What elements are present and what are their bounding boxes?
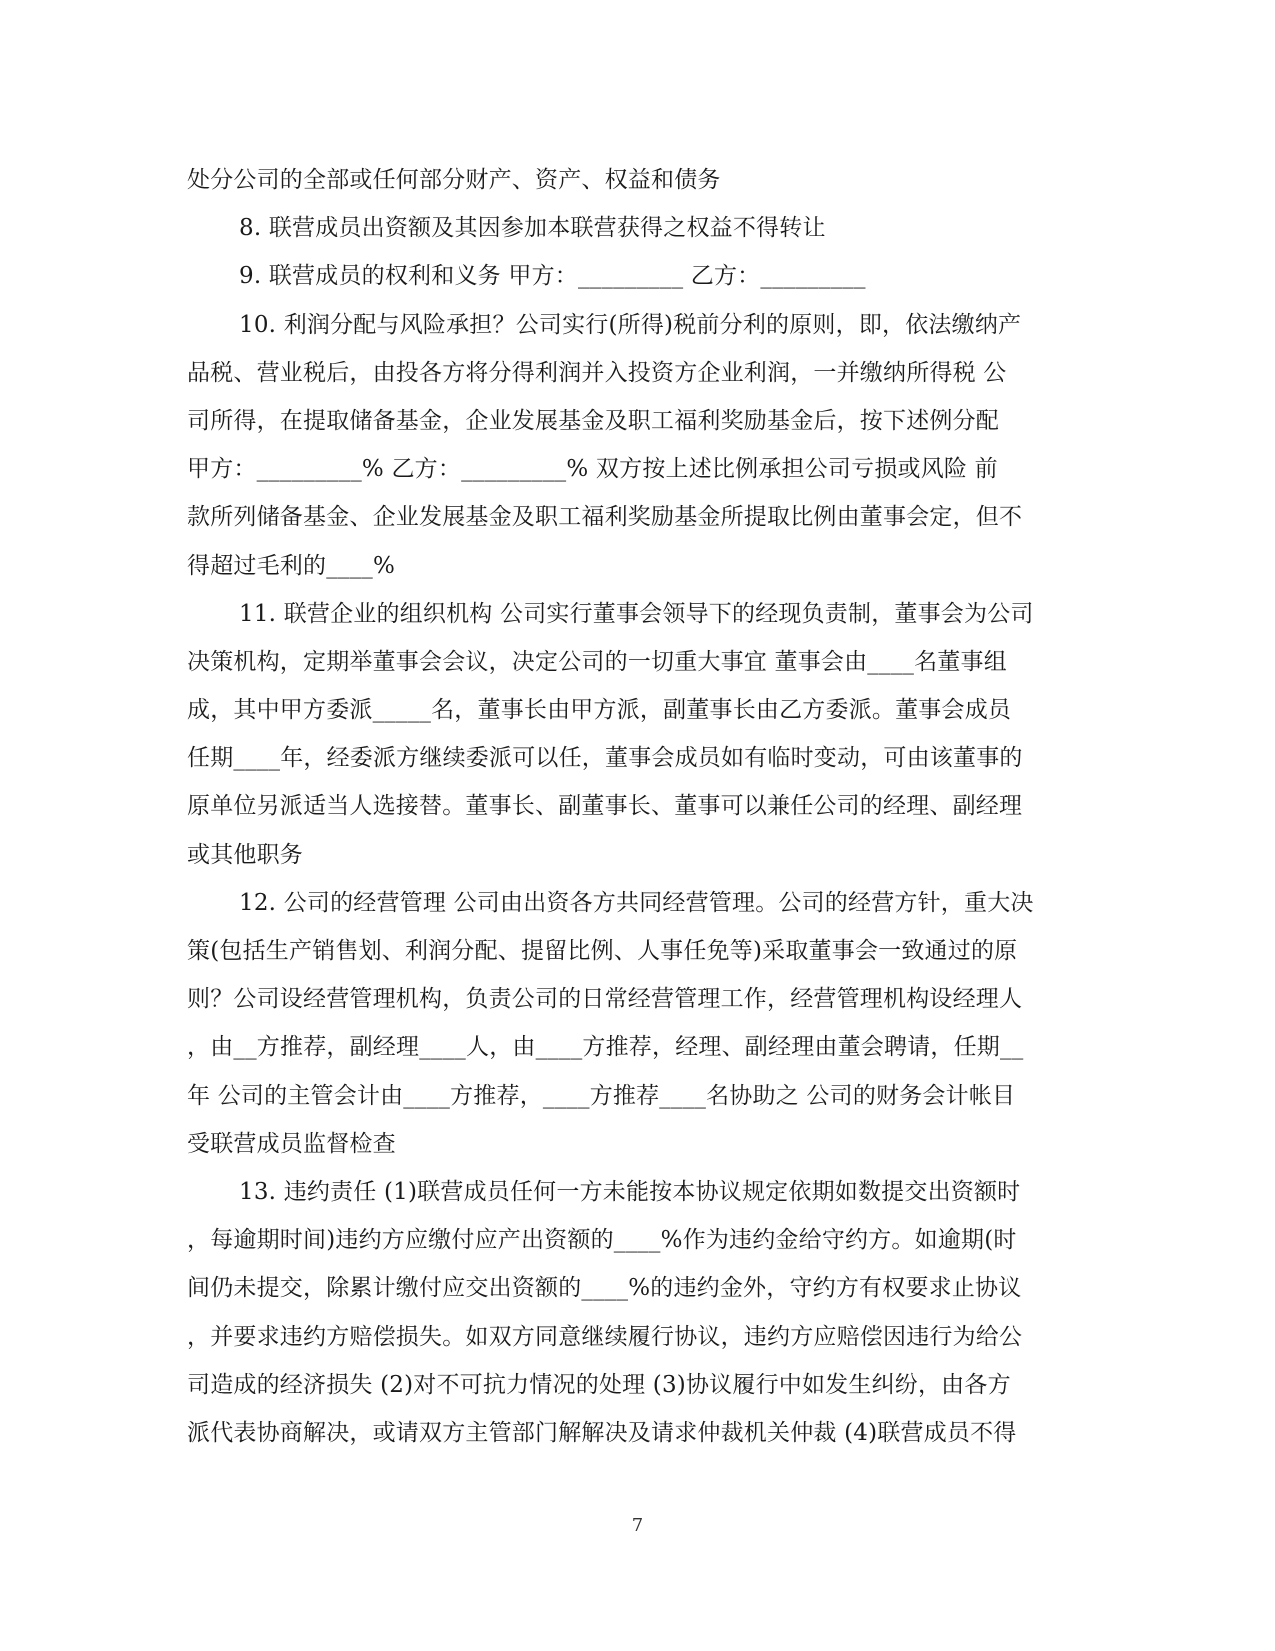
text-line: 则？公司设经营管理机构，负责公司的日常经营管理工作，经营管理机构设经理人 [187,986,1023,1013]
text-line: 处分公司的全部或任何部分财产、资产、权益和债务 [187,167,721,193]
text-line: 12. 公司的经营管理 公司由出资各方共同经营管理。公司的经营方针，重大决 [239,889,1034,916]
text-line: 派代表协商解决，或请双方主管部门解解决及请求仲裁机关仲裁 (4)联营成员不得 [187,1419,1017,1446]
text-line: 11. 联营企业的组织机构 公司实行董事会领导下的经现负责制，董事会为公司 [239,600,1034,627]
document-body [187,156,1085,1457]
text-line: 款所列储备基金、企业发展基金及职工福利奖励基金所提取比例由董事会定，但不 [187,504,1023,531]
text-line: ，每逾期时间)违约方应缴付应产出资额的____%作为违约金给守约方。如逾期(时 [187,1227,1017,1254]
text-line: 成，其中甲方委派_____名，董事长由甲方派，副董事长由乙方委派。董事会成员 [187,697,1012,724]
page-number: 7 [631,1515,644,1536]
text-line: 原单位另派适当人选接替。董事长、副董事长、董事可以兼任公司的经理、副经理 [187,793,1023,820]
text-line: 决策机构，定期举董事会会议，决定公司的一切重大事宜 董事会由____名董事组 [187,648,1007,675]
text-line: ，并要求违约方赔偿损失。如双方同意继续履行协议，违约方应赔偿因违行为给公 [187,1323,1023,1350]
text-line: 受联营成员监督检查 [187,1130,396,1157]
text-line: ，由__方推荐，副经理____人，由____方推荐，经理、副经理由董会聘请，任期__ [187,1034,1024,1061]
text-line: 13. 违约责任 (1)联营成员任何一方未能按本协议规定依期如数提交出资额时 [239,1178,1021,1205]
text-line: 司所得，在提取储备基金，企业发展基金及职工福利奖励基金后，按下述例分配 [187,407,999,434]
text-line: 品税、营业税后，由投各方将分得利润并入投资方企业利润，一并缴纳所得税 公 [187,359,1007,386]
text-line: 9. 联营成员的权利和义务 甲方：_________ 乙方：_________ [239,263,866,290]
text-line: 10. 利润分配与风险承担？公司实行(所得)税前分利的原则，即，依法缴纳产 [239,311,1022,338]
text-line: 策(包括生产销售划、利润分配、提留比例、人事任免等)采取董事会一致通过的原 [187,938,1018,964]
text-line: 任期____年，经委派方继续委派可以任，董事会成员如有临时变动，可由该董事的 [187,745,1023,772]
text-line: 或其他职务 [187,841,303,868]
text-line: 得超过毛利的____% [187,552,396,579]
text-line: 甲方：_________% 乙方：_________% 双方按上述比例承担公司亏损或风险 前 [187,456,998,483]
text-line: 年 公司的主管会计由____方推荐，____方推荐____名协助之 公司的财务会计帐目 [187,1082,1016,1109]
text-line: 8. 联营成员出资额及其因参加本联营获得之权益不得转让 [239,215,826,242]
text-line: 间仍未提交，除累计缴付应交出资额的____%的违约金外，守约方有权要求止协议 [187,1275,1022,1302]
text-line: 司造成的经济损失 (2)对不可抗力情况的处理 (3)协议履行中如发生纠纷，由各方 [187,1371,1011,1398]
